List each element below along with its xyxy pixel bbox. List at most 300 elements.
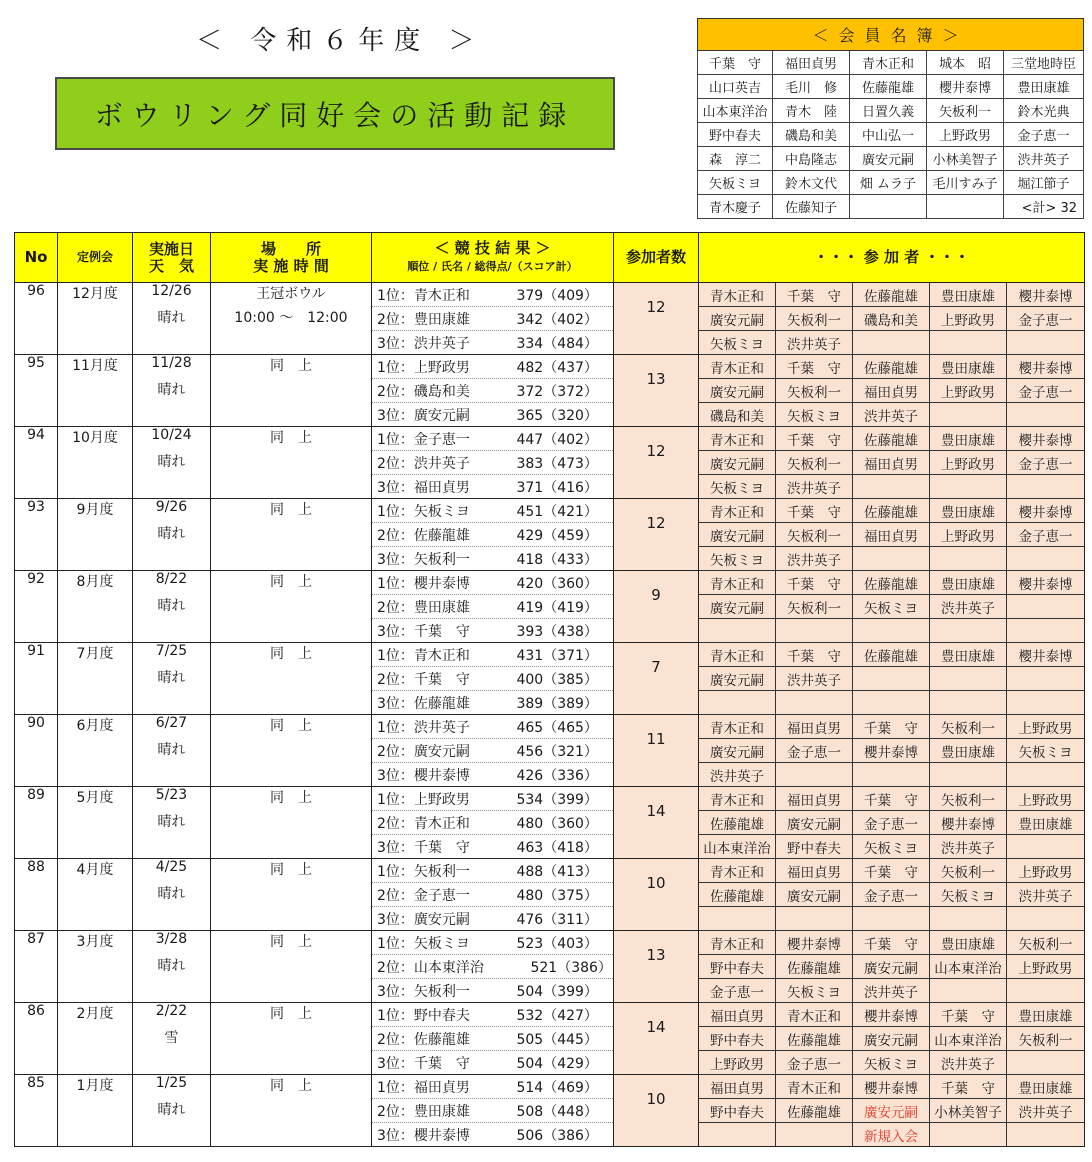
participant-name: 上野政男: [930, 523, 1007, 547]
record-place-spacer: [211, 619, 372, 643]
record-place: 同 上: [211, 1003, 372, 1027]
participant-name: [930, 475, 1007, 499]
record-month: 12月度: [58, 283, 133, 307]
result-score: 400（385）: [516, 671, 598, 688]
record-no-spacer: [15, 739, 58, 763]
record-time: [211, 811, 372, 835]
record-row: [15, 1075, 1085, 1099]
participant-name: 千葉 守: [776, 355, 853, 379]
record-no-spacer: [15, 955, 58, 979]
participant-name: 渋井英子: [776, 331, 853, 355]
participant-name: 矢板ミヨ: [699, 331, 776, 355]
roster-member: 磯島和美: [773, 123, 850, 147]
result-entry: [372, 595, 614, 619]
result-rank-name: 3位：廣安元嗣: [377, 407, 470, 424]
record-date-spacer: [133, 979, 211, 1003]
roster-member: 福田貞男: [773, 51, 850, 75]
result-score: 429（459）: [516, 527, 598, 544]
result-rank-name: 1位：矢板利一: [377, 863, 470, 880]
participant-name: [1007, 763, 1085, 787]
result-entry: [372, 499, 614, 523]
participant-name: 青木正和: [699, 283, 776, 307]
result-entry: [372, 787, 614, 811]
record-row: [15, 1051, 1085, 1075]
participant-name: [1007, 1051, 1085, 1075]
participant-name: 金子恵一: [776, 739, 853, 763]
participant-name: 渋井英子: [930, 835, 1007, 859]
record-date: 7/25: [133, 643, 211, 667]
record-place-spacer: [211, 475, 372, 499]
result-entry: [372, 931, 614, 955]
record-no-spacer: [15, 379, 58, 403]
roster-member: 畑 ムラ子: [850, 171, 927, 195]
participant-name: 矢板利一: [1007, 1027, 1085, 1051]
participant-name: 佐藤龍雄: [853, 427, 930, 451]
result-rank-name: 2位：渋井英子: [377, 455, 470, 472]
result-rank-name: 1位：上野政男: [377, 359, 470, 376]
record-month-spacer: [58, 1123, 133, 1147]
participant-name: 渋井英子: [853, 403, 930, 427]
result-entry: [372, 283, 614, 307]
record-place: 同 上: [211, 643, 372, 667]
col-results: [372, 233, 614, 283]
record-row: [15, 403, 1085, 427]
record-no-spacer: [15, 667, 58, 691]
result-entry: [372, 523, 614, 547]
participant-name: 佐藤龍雄: [853, 571, 930, 595]
participant-name: 櫻井泰博: [1007, 571, 1085, 595]
result-entry: [372, 451, 614, 475]
record-time: [211, 595, 372, 619]
record-no-spacer: [15, 523, 58, 547]
result-score: 506（386）: [516, 1127, 598, 1144]
record-no: 87: [15, 931, 58, 955]
participant-name: 櫻井泰博: [853, 739, 930, 763]
record-date-spacer: [133, 691, 211, 715]
record-no-spacer: [15, 619, 58, 643]
participant-name: 福田貞男: [853, 451, 930, 475]
participant-count: 14: [614, 787, 699, 835]
record-month-spacer: [58, 451, 133, 475]
record-row: [15, 859, 1085, 883]
result-score: 371（416）: [516, 479, 598, 496]
participant-name: 青木正和: [699, 355, 776, 379]
result-entry: [372, 643, 614, 667]
participant-count: 13: [614, 931, 699, 979]
record-no: 91: [15, 643, 58, 667]
participant-name: 山本東洋治: [930, 1027, 1007, 1051]
participant-name: [853, 907, 930, 931]
result-rank-name: 1位：福田貞男: [377, 1079, 470, 1096]
result-rank-name: 3位：福田貞男: [377, 479, 470, 496]
result-rank-name: 1位：金子恵一: [377, 431, 470, 448]
participant-name: 福田貞男: [699, 1075, 776, 1099]
record-month-spacer: [58, 811, 133, 835]
result-score: 532（427）: [516, 1007, 598, 1024]
record-no-spacer: [15, 331, 58, 355]
participant-name: 矢板ミヨ: [776, 979, 853, 1003]
result-score: 523（403）: [516, 935, 598, 952]
participant-count-spacer: [614, 691, 699, 715]
participant-name: 千葉 守: [853, 859, 930, 883]
roster-member: 矢板利一: [927, 99, 1004, 123]
record-month: 3月度: [58, 931, 133, 955]
participant-count-spacer: [614, 835, 699, 859]
roster-row: [698, 147, 1084, 171]
result-rank-name: 2位：豊田康雄: [377, 1103, 470, 1120]
participant-name: 豊田康雄: [1007, 811, 1085, 835]
participant-name: 金子恵一: [1007, 523, 1085, 547]
roster-member: 山本東洋治: [698, 99, 773, 123]
participant-name: [930, 619, 1007, 643]
record-row: [15, 547, 1085, 571]
roster-member: 三堂地時臣: [1004, 51, 1084, 75]
result-rank-name: 3位：廣安元嗣: [377, 911, 470, 928]
participant-name: 廣安元嗣: [776, 883, 853, 907]
participant-name: 櫻井泰博: [1007, 499, 1085, 523]
record-row: [15, 1027, 1085, 1051]
roster-member: 廣安元嗣: [850, 147, 927, 171]
result-rank-name: 2位：豊田康雄: [377, 599, 470, 616]
result-rank-name: 3位：矢板利一: [377, 983, 470, 1000]
record-time: 10:00 ～ 12:00: [211, 307, 372, 331]
result-score: 456（321）: [516, 743, 598, 760]
result-entry: [372, 763, 614, 787]
participant-name: 渋井英子: [930, 595, 1007, 619]
record-date: 11/28: [133, 355, 211, 379]
participant-name: [930, 667, 1007, 691]
result-rank-name: 3位：渋井英子: [377, 335, 470, 352]
result-entry: [372, 427, 614, 451]
col-no: No: [15, 233, 58, 283]
participant-name: [930, 547, 1007, 571]
record-month-spacer: [58, 955, 133, 979]
record-no-spacer: [15, 403, 58, 427]
record-no-spacer: [15, 907, 58, 931]
result-entry: [372, 811, 614, 835]
record-time: [211, 739, 372, 763]
participant-name: [930, 691, 1007, 715]
fiscal-year-heading: ＜ 令和６年度 ＞: [196, 26, 485, 56]
record-weather: 晴れ: [133, 667, 211, 691]
record-date-spacer: [133, 1051, 211, 1075]
participant-name: [930, 1123, 1007, 1147]
result-score: 393（438）: [516, 623, 598, 640]
participant-name: 野中春夫: [776, 835, 853, 859]
participant-name: [1007, 691, 1085, 715]
page-title: ボウリング同好会の活動記録: [55, 77, 615, 150]
participant-name: [853, 619, 930, 643]
participant-name: [1007, 403, 1085, 427]
participant-name: 豊田康雄: [1007, 1075, 1085, 1099]
result-entry: [372, 979, 614, 1003]
roster-member: 中島隆志: [773, 147, 850, 171]
result-rank-name: 2位：佐藤龍雄: [377, 1031, 470, 1048]
result-score: 521（386）: [530, 959, 612, 976]
record-no-spacer: [15, 1027, 58, 1051]
result-rank-name: 3位：千葉 守: [377, 839, 470, 856]
result-entry: [372, 355, 614, 379]
record-month-spacer: [58, 403, 133, 427]
record-no: 90: [15, 715, 58, 739]
record-place-spacer: [211, 403, 372, 427]
roster-member: 野中春夫: [698, 123, 773, 147]
participant-count: 13: [614, 355, 699, 403]
record-place: 同 上: [211, 499, 372, 523]
record-date: 2/22: [133, 1003, 211, 1027]
record-row: [15, 331, 1085, 355]
participant-name: 青木正和: [699, 715, 776, 739]
participant-name: 豊田康雄: [930, 643, 1007, 667]
result-entry: [372, 1051, 614, 1075]
participant-name: [853, 763, 930, 787]
result-score: 463（418）: [516, 839, 598, 856]
roster-member: 毛川すみ子: [927, 171, 1004, 195]
participant-count-spacer: [614, 475, 699, 499]
participant-name: 矢板利一: [930, 715, 1007, 739]
col-count: 参加者数: [614, 233, 699, 283]
record-row: [15, 475, 1085, 499]
record-no: 88: [15, 859, 58, 883]
participant-name: 山本東洋治: [699, 835, 776, 859]
participant-name: 豊田康雄: [1007, 1003, 1085, 1027]
result-score: 465（465）: [516, 719, 598, 736]
roster-row: [698, 51, 1084, 75]
record-no-spacer: [15, 763, 58, 787]
participant-count-spacer: [614, 619, 699, 643]
participant-name: 矢板利一: [776, 523, 853, 547]
record-no: 89: [15, 787, 58, 811]
record-time: [211, 379, 372, 403]
roster-member: 堀江節子: [1004, 171, 1084, 195]
record-row: [15, 739, 1085, 763]
record-month-spacer: [58, 691, 133, 715]
participant-count-spacer: [614, 763, 699, 787]
participant-name: 矢板利一: [776, 451, 853, 475]
participant-name: 矢板利一: [776, 595, 853, 619]
record-row: [15, 763, 1085, 787]
result-score: 476（311）: [516, 911, 598, 928]
participant-name: 豊田康雄: [930, 739, 1007, 763]
result-rank-name: 1位：渋井英子: [377, 719, 470, 736]
result-rank-name: 3位：矢板利一: [377, 551, 470, 568]
result-score: 480（360）: [516, 815, 598, 832]
result-entry: [372, 835, 614, 859]
participant-count-spacer: [614, 907, 699, 931]
record-place: 同 上: [211, 571, 372, 595]
participant-name: 廣安元嗣: [699, 667, 776, 691]
record-no-spacer: [15, 835, 58, 859]
record-no: 92: [15, 571, 58, 595]
record-date: 6/27: [133, 715, 211, 739]
result-entry: [372, 619, 614, 643]
participant-name: 千葉 守: [930, 1075, 1007, 1099]
activity-table: [14, 232, 1085, 1147]
record-weather: 晴れ: [133, 595, 211, 619]
record-no-spacer: [15, 1051, 58, 1075]
record-month-spacer: [58, 907, 133, 931]
record-no-spacer: [15, 691, 58, 715]
result-rank-name: 3位：佐藤龍雄: [377, 695, 470, 712]
roster-member: 山口英吉: [698, 75, 773, 99]
record-row: [15, 619, 1085, 643]
roster-row: [698, 171, 1084, 195]
participant-name: 渋井英子: [1007, 1099, 1085, 1123]
record-month-spacer: [58, 523, 133, 547]
result-score: 480（375）: [516, 887, 598, 904]
participant-name: 金子恵一: [1007, 451, 1085, 475]
participant-name: [930, 907, 1007, 931]
result-rank-name: 1位：矢板ミヨ: [377, 503, 470, 520]
record-weather: 晴れ: [133, 955, 211, 979]
record-no-spacer: [15, 307, 58, 331]
participant-name: 矢板ミヨ: [776, 403, 853, 427]
col-results-label: ＜ 競 技 結 果 ＞: [434, 239, 551, 257]
record-date: 9/26: [133, 499, 211, 523]
result-score: 504（429）: [516, 1055, 598, 1072]
result-entry: [372, 547, 614, 571]
record-no-spacer: [15, 1099, 58, 1123]
record-month: 6月度: [58, 715, 133, 739]
participant-name: 矢板ミヨ: [853, 835, 930, 859]
result-rank-name: 2位：山本東洋治: [377, 959, 484, 976]
record-time: [211, 523, 372, 547]
record-place: 同 上: [211, 427, 372, 451]
participant-name: 福田貞男: [853, 379, 930, 403]
participant-name: [1007, 667, 1085, 691]
record-no-spacer: [15, 1123, 58, 1147]
record-time: [211, 955, 372, 979]
record-month: 7月度: [58, 643, 133, 667]
record-place-spacer: [211, 331, 372, 355]
record-row: [15, 931, 1085, 955]
participant-name: 渋井英子: [699, 763, 776, 787]
col-time-label: 実 施 時 間: [253, 256, 329, 275]
record-row: [15, 1123, 1085, 1147]
participant-name: 福田貞男: [699, 1003, 776, 1027]
participant-name: [1007, 331, 1085, 355]
participant-name: 金子恵一: [853, 883, 930, 907]
record-time: [211, 1027, 372, 1051]
roster-member: 中山弘一: [850, 123, 927, 147]
participant-name: 上野政男: [1007, 715, 1085, 739]
record-place-spacer: [211, 907, 372, 931]
record-weather: 晴れ: [133, 739, 211, 763]
roster-row: [698, 195, 1084, 219]
result-entry: [372, 571, 614, 595]
participant-name: 佐藤龍雄: [853, 355, 930, 379]
record-row: [15, 499, 1085, 523]
record-place: 王冠ボウル: [211, 283, 372, 307]
participant-name: 矢板ミヨ: [853, 595, 930, 619]
record-no-spacer: [15, 883, 58, 907]
record-month: 4月度: [58, 859, 133, 883]
result-entry: [372, 883, 614, 907]
result-score: 372（372）: [516, 383, 598, 400]
participant-name: 青木正和: [699, 643, 776, 667]
col-place-time: [211, 233, 372, 283]
record-date-spacer: [133, 1123, 211, 1147]
participant-name: 矢板ミヨ: [930, 883, 1007, 907]
record-row: [15, 979, 1085, 1003]
result-rank-name: 3位：櫻井泰博: [377, 1127, 470, 1144]
result-entry: [372, 955, 614, 979]
record-place-spacer: [211, 1123, 372, 1147]
participant-count: 11: [614, 715, 699, 763]
participant-name: 青木正和: [699, 931, 776, 955]
participant-name: 青木正和: [699, 499, 776, 523]
participant-name: 櫻井泰博: [776, 931, 853, 955]
result-rank-name: 3位：千葉 守: [377, 623, 470, 640]
result-rank-name: 1位：上野政男: [377, 791, 470, 808]
result-rank-name: 1位：矢板ミヨ: [377, 935, 470, 952]
record-month-spacer: [58, 1027, 133, 1051]
participant-name: 矢板利一: [1007, 931, 1085, 955]
record-row: [15, 427, 1085, 451]
result-score: 482（437）: [516, 359, 598, 376]
record-weather: 晴れ: [133, 451, 211, 475]
record-no: 96: [15, 283, 58, 307]
record-place-spacer: [211, 835, 372, 859]
result-rank-name: 3位：櫻井泰博: [377, 767, 470, 784]
roster-member: 金子恵一: [1004, 123, 1084, 147]
record-row: [15, 907, 1085, 931]
record-month-spacer: [58, 1099, 133, 1123]
participant-name: 廣安元嗣: [699, 307, 776, 331]
record-row: [15, 1099, 1085, 1123]
participant-name: [853, 547, 930, 571]
participant-name: [930, 763, 1007, 787]
participant-name: [930, 331, 1007, 355]
result-rank-name: 2位：青木正和: [377, 815, 470, 832]
participant-name: [776, 1123, 853, 1147]
participant-name: 櫻井泰博: [853, 1003, 930, 1027]
participant-name: 豊田康雄: [930, 571, 1007, 595]
col-participants: ・・・ 参 加 者 ・・・: [699, 233, 1085, 283]
result-entry: [372, 1099, 614, 1123]
participant-name: 矢板ミヨ: [699, 475, 776, 499]
roster-total: <計> 32: [1004, 195, 1084, 219]
participant-name: 千葉 守: [853, 715, 930, 739]
result-rank-name: 1位：青木正和: [377, 287, 470, 304]
result-rank-name: 2位：廣安元嗣: [377, 743, 470, 760]
result-score: 514（469）: [516, 1079, 598, 1096]
result-entry: [372, 691, 614, 715]
participant-name: 櫻井泰博: [930, 811, 1007, 835]
record-no-spacer: [15, 595, 58, 619]
participant-name: [1007, 595, 1085, 619]
participant-name: [1007, 619, 1085, 643]
record-time: [211, 451, 372, 475]
result-score: 447（402）: [516, 431, 598, 448]
result-entry: [372, 403, 614, 427]
roster-member: [927, 195, 1004, 219]
participant-name: [776, 691, 853, 715]
participant-count-spacer: [614, 331, 699, 355]
result-score: 420（360）: [516, 575, 598, 592]
record-date-spacer: [133, 547, 211, 571]
result-rank-name: 2位：磯島和美: [377, 383, 470, 400]
roster-member: [850, 195, 927, 219]
participant-name: 千葉 守: [930, 1003, 1007, 1027]
result-entry: [372, 715, 614, 739]
participant-name: 上野政男: [1007, 859, 1085, 883]
result-rank-name: 1位：野中春夫: [377, 1007, 470, 1024]
record-month-spacer: [58, 595, 133, 619]
participant-name: 福田貞男: [776, 859, 853, 883]
record-row: [15, 643, 1085, 667]
record-month-spacer: [58, 763, 133, 787]
